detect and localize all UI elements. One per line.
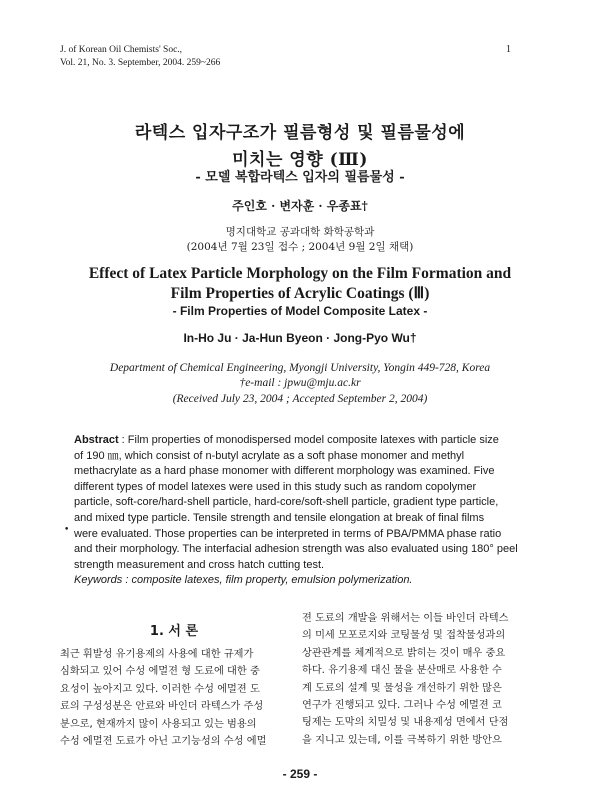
section-heading: 1. 서 론 [149,624,199,639]
abstract-line: of 190 ㎚, which consist of n-butyl acrylate as a soft phase monomer and methyl [74,449,465,462]
body-column-right [302,610,528,749]
korean-affiliation: 명지대학교 공과대학 화학공학과 [225,226,375,238]
body-line: 을 지니고 있는데, 이를 극복하기 위한 방안으 [302,734,502,746]
header-page-number: 1 [506,44,511,55]
abstract-line: different types of model latexes were used in this study such as random copolymer [74,480,477,493]
footer-page-number: - 259 - [282,767,318,781]
english-subtitle: - Film Properties of Model Composite Latex - [172,304,428,318]
abstract-line: strength measurement and cross hatch cutting test. [74,558,325,571]
english-authors: In-Ho Ju · Ja-Hun Byeon · Jong-Pyo Wu† [183,331,417,345]
body-line: 분으로, 현재까지 많이 사용되고 있는 범용의 [60,718,257,730]
body-line: 수성 에멀젼 도료가 아닌 고기능성의 수성 에멀 [60,736,267,748]
korean-authors: 주인호 · 변자훈 · 우종표† [232,199,368,213]
english-title-line1: Effect of Latex Particle Morphology on the Film Formation and [88,265,512,282]
abstract-line: and mixed type particle. Tensile strength and tensile elongation at break of final films [74,511,485,524]
abstract-line: and their morphology. The interfacial adhesion strength was also evaluated using 180° peel [74,543,518,556]
abstract-line: Abstract : Film properties of monodispersed model composite latexes with particle size [74,434,499,446]
keywords: Keywords : composite latexes, film property, emulsion polymerization. [74,574,413,586]
body-line: 요성이 높아지고 있다. 이러한 수성 에멀젼 도 [60,683,260,695]
body-line: 최근 휘발성 유기용제의 사용에 대한 규제가 [60,649,254,660]
body-line: 료의 구성성분은 안료와 바인더 라텍스가 주성 [60,701,264,713]
abstract [74,433,531,573]
journal-volume: Vol. 21, No. 3. September, 2004. 259~266 [60,58,221,68]
body-line: 계 도료의 설계 및 물성을 개선하기 위한 많은 [302,682,502,694]
korean-subtitle: - 모델 복합라텍스 입자의 필름물성 - [195,170,405,185]
abstract-line: particle, soft-core/hard-shell particle, hard-core/soft-shell particle, gradient type particle, [74,496,499,509]
korean-dates: (2004년 7월 23일 접수 ; 2004년 9월 2일 채택) [186,241,414,253]
body-line: 젼 도료의 개발을 위해서는 이들 바인더 라텍스 [302,613,509,624]
english-affiliation: Department of Chemical Engineering, Myongji University, Yongin 449-728, Korea [109,362,491,374]
body-line: 팅제는 도막의 치밀성 및 내용제성 면에서 단점 [302,717,509,729]
korean-title-line1: 라텍스 입자구조가 필름형성 및 필름물성에 [134,123,466,143]
margin-mark: • [64,525,70,535]
body-line: 연구가 진행되고 있다. 그러나 수성 에멀젼 코 [302,700,502,712]
body-line: 심화되고 있어 수성 에멀젼 형 도료에 대한 중 [60,666,260,678]
korean-title-line2: 미치는 영향 (Ⅲ) [232,150,368,170]
body-column-left [60,646,288,750]
abstract-line: methacrylate as a hard phase monomer with different morphology was examined. Five [74,465,495,478]
english-title-line2: Film Properties of Acrylic Coatings (Ⅲ) [170,285,430,302]
abstract-label: Abstract [74,434,119,446]
journal-name: J. of Korean Oil Chemists' Soc., [60,45,183,55]
english-dates: (Received July 23, 2004 ; Accepted September 2, 2004) [172,393,428,405]
abstract-line: were evaluated. Those properties can be interpreted in terms of PBA/PMMA phase ratio [74,527,502,540]
body-line: 의 미세 모포로지와 코팅물성 및 접착물성과의 [302,630,506,642]
english-email: †e-mail : jpwu@mju.ac.kr [239,377,361,389]
journal-reference [60,44,220,70]
body-line: 상관관계를 체계적으로 밝히는 것이 매우 중요 [302,647,506,659]
body-line: 하다. 유기용제 대신 물을 분산매로 사용한 수 [302,665,502,677]
